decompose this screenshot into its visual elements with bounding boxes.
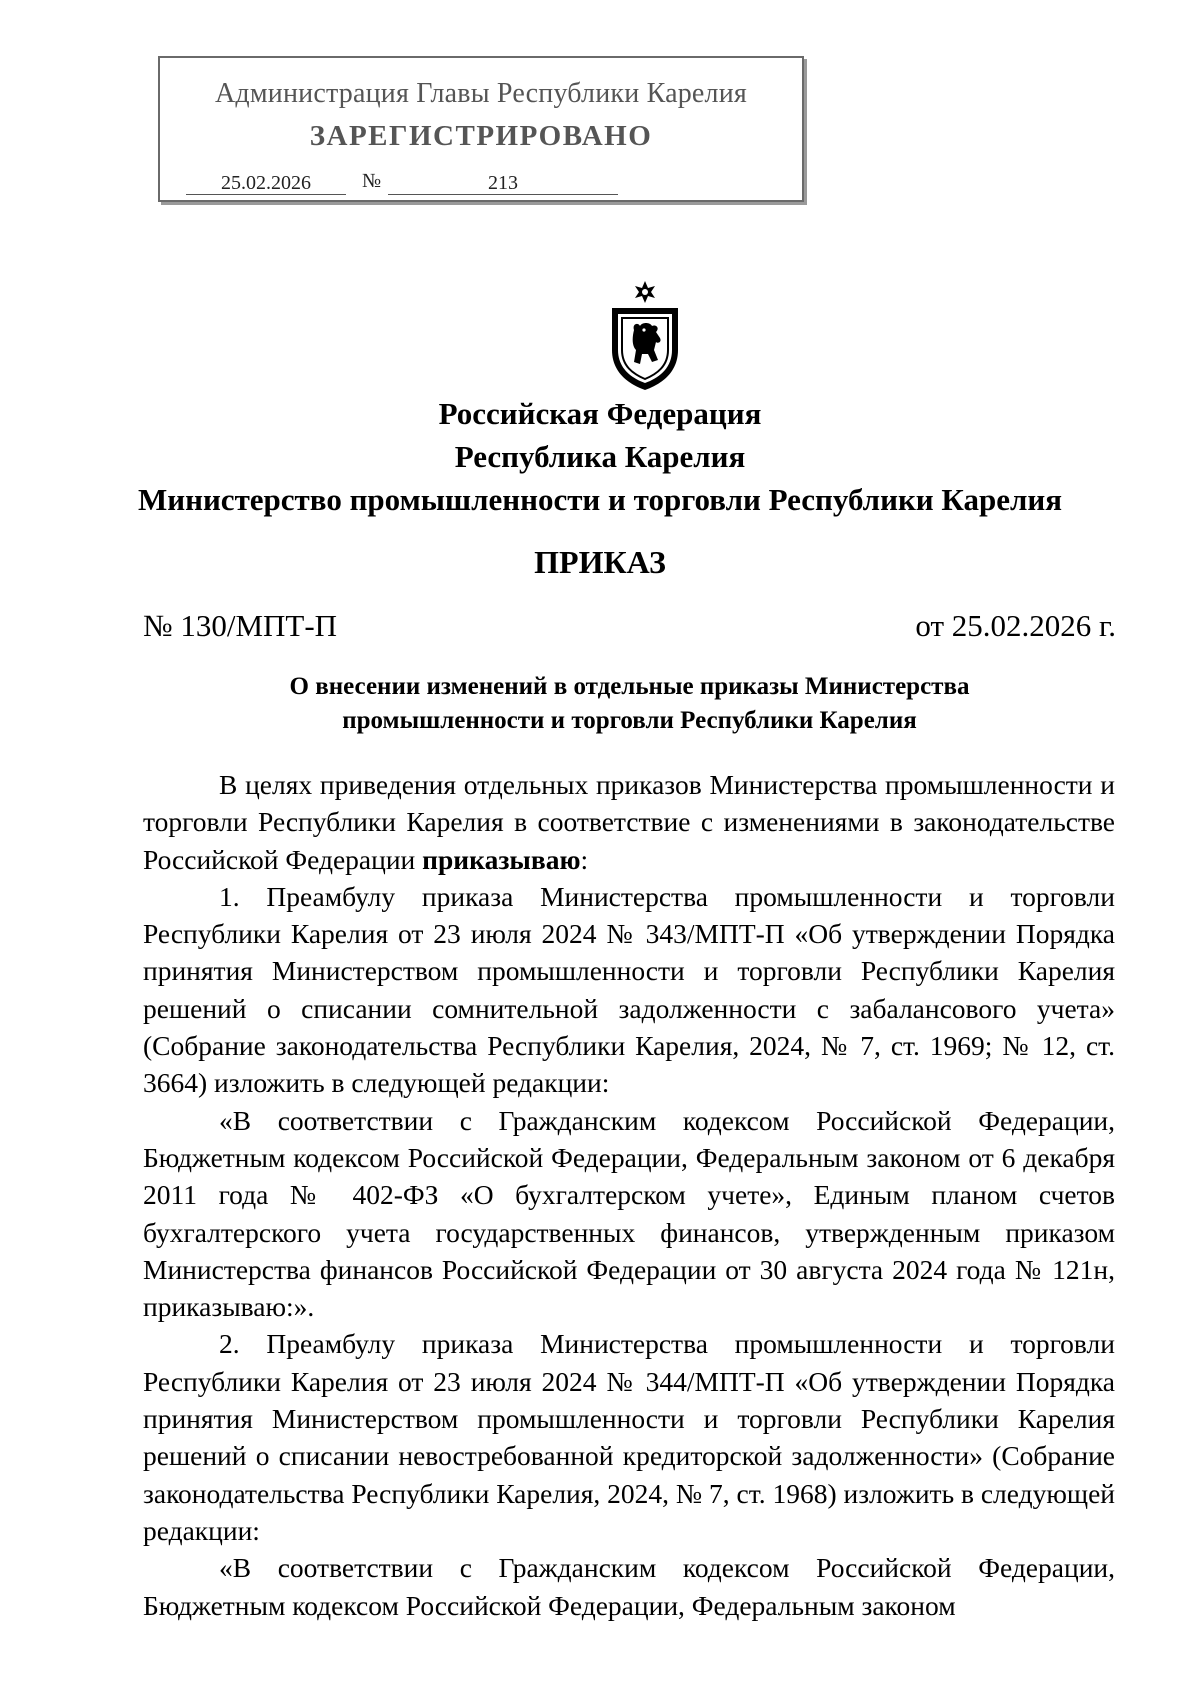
- doc-type-heading: ПРИКАЗ: [534, 544, 666, 580]
- stamp-date: 25.02.2026: [186, 172, 346, 195]
- ministry-heading: Министерство промышленности и торговли Республики Карелия: [137, 482, 1063, 517]
- republic-heading: Республика Карелия: [454, 439, 746, 474]
- registration-stamp: [158, 56, 804, 202]
- karelia-coat-of-arms-icon: [604, 280, 686, 392]
- item-2-quote: «В соответствии с Гражданским кодексом Российской Федерации, Бюджетным кодексом Российской Федерации, Федеральным законом: [143, 1552, 1115, 1621]
- intro-end: :: [580, 843, 589, 875]
- subject-line-1: О внесении изменений в отдельные приказы Министерства: [289, 673, 970, 700]
- order-number: № 130/МПТ-П: [143, 608, 338, 643]
- stamp-registered-label: ЗАРЕГИСТРИРОВАНО: [309, 120, 653, 152]
- item-2-paragraph: 2. Преамбулу приказа Министерства промышленности и торговли Республики Карелия от 23 июля 2024 № 344/МПТ-П «Об утверждении Порядка принятия Министерством промышленности и торговли Республики Карелия решений о списании невостребованной кредиторской задолженности» (Собрание законодательства Республики Карелия, 2024, № 7, ст. 1968) изложить в следующей редакции:: [143, 1328, 1116, 1546]
- stamp-number-label: №: [362, 170, 382, 192]
- intro-text: В целях приведения отдельных приказов Министерства промышленности и торговли Республики Карелия в соответствие с изменениями в законодательстве Российской Федерации: [143, 769, 1115, 875]
- stamp-number: 213: [388, 172, 618, 195]
- order-body: [143, 766, 1115, 1624]
- subject-line-2: промышленности и торговли Республики Карелия: [342, 707, 917, 734]
- intro-paragraph: [143, 766, 1115, 878]
- country-heading: Российская Федерация: [438, 396, 762, 431]
- intro-bold-word: приказываю: [422, 843, 581, 875]
- item-1-paragraph: 1. Преамбулу приказа Министерства промышленности и торговли Республики Карелия от 23 июля 2024 № 343/МПТ-П «Об утверждении Порядка принятия Министерством промышленности и торговли Республики Карелия решений о списании сомнительной задолженности с забалансового учета» (Собрание законодательства Республики Карелия, 2024, № 7, ст. 1969; № 12, ст. 3664) изложить в следующей редакции:: [143, 880, 1115, 1099]
- order-date: от 25.02.2026 г.: [915, 608, 1116, 643]
- order-subject: [143, 670, 1116, 738]
- stamp-authority: Администрация Главы Республики Карелия: [215, 78, 747, 109]
- item-1-quote: «В соответствии с Гражданским кодексом Российской Федерации, Бюджетным кодексом Российской Федерации, Федеральным законом от 6 декабря 2011 года № 402-ФЗ «О бухгалтерском учете», Единым планом счетов бухгалтерского учета государственных финансов, утвержденным приказом Министерства финансов Российской Федерации от 30 августа 2024 года № 121н, приказываю:».: [143, 1104, 1115, 1323]
